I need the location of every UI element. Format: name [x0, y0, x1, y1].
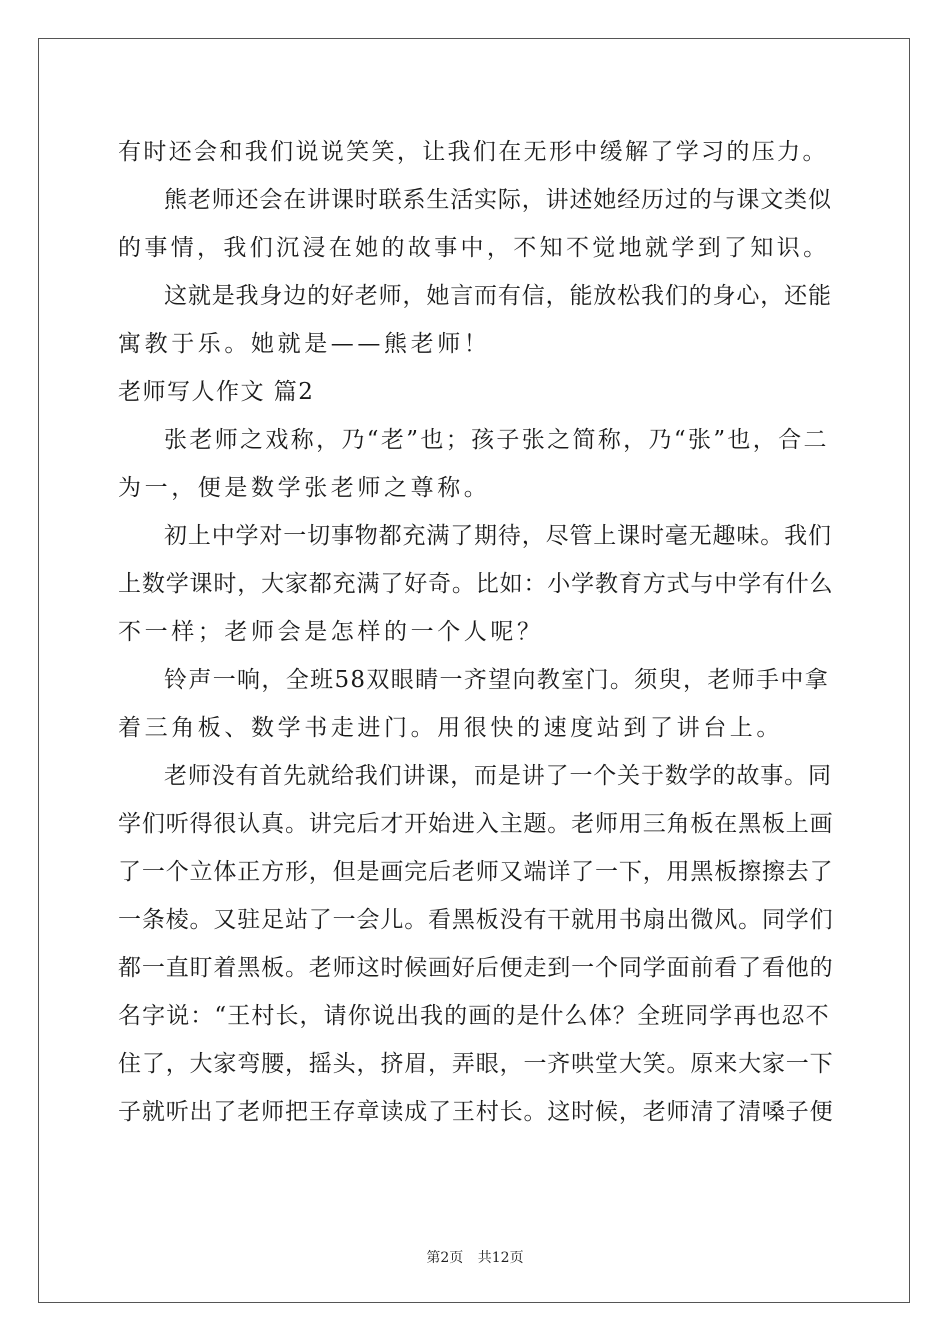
page-number: 第2页: [426, 1250, 464, 1266]
text-line: 初上中学对一切事物都充满了期待，尽管上课时毫无趣味。我们: [164, 523, 832, 549]
text-line: 不一样；老师会是怎样的一个人呢？: [118, 619, 544, 645]
section-heading: 老师写人作文 篇2: [118, 379, 315, 405]
text-line: 有时还会和我们说说笑笑，让我们在无形中缓解了学习的压力。: [118, 139, 828, 165]
text-line: 这就是我身边的好老师，她言而有信，能放松我们的身心，还能: [164, 283, 832, 309]
page-footer: [0, 1247, 950, 1267]
text-line: 都一直盯着黑板。老师这时候画好后便走到一个同学面前看了看他的: [118, 955, 834, 981]
text-line: 寓教于乐。她就是——熊老师！: [118, 331, 491, 357]
text-line: 老师没有首先就给我们讲课，而是讲了一个关于数学的故事。同: [164, 763, 832, 789]
page-total: 共12页: [477, 1250, 524, 1266]
text-line: 铃声一响，全班58双眼睛一齐望向教室门。须臾，老师手中拿: [164, 667, 830, 693]
text-line: 上数学课时，大家都充满了好奇。比如：小学教育方式与中学有什么: [118, 571, 834, 597]
text-line: 张老师之戏称，乃“老”也；孩子张之简称，乃“张”也，合二: [164, 427, 829, 453]
text-line: 的事情，我们沉浸在她的故事中，不知不觉地就学到了知识。: [118, 235, 830, 261]
text-line: 着三角板、数学书走进门。用很快的速度站到了讲台上。: [118, 715, 783, 741]
text-line: 一条棱。又驻足站了一会儿。看黑板没有干就用书扇出微风。同学们: [118, 907, 834, 933]
text-line: 为一，便是数学张老师之尊称。: [118, 475, 491, 501]
text-line: 子就听出了老师把王存章读成了王村长。这时候，老师清了清嗓子便: [118, 1099, 834, 1125]
text-line: 熊老师还会在讲课时联系生活实际，讲述她经历过的与课文类似: [164, 187, 832, 213]
document-body: [118, 128, 834, 1136]
text-line: 名字说：“王村长，请你说出我的画的是什么体？全班同学再也忍不: [118, 1003, 830, 1029]
text-line: 学们听得很认真。讲完后才开始进入主题。老师用三角板在黑板上画: [118, 811, 834, 837]
text-line: 了一个立体正方形，但是画完后老师又端详了一下，用黑板擦擦去了: [118, 859, 834, 885]
text-line: 住了，大家弯腰，摇头，挤眉，弄眼，一齐哄堂大笑。原来大家一下: [118, 1051, 834, 1077]
